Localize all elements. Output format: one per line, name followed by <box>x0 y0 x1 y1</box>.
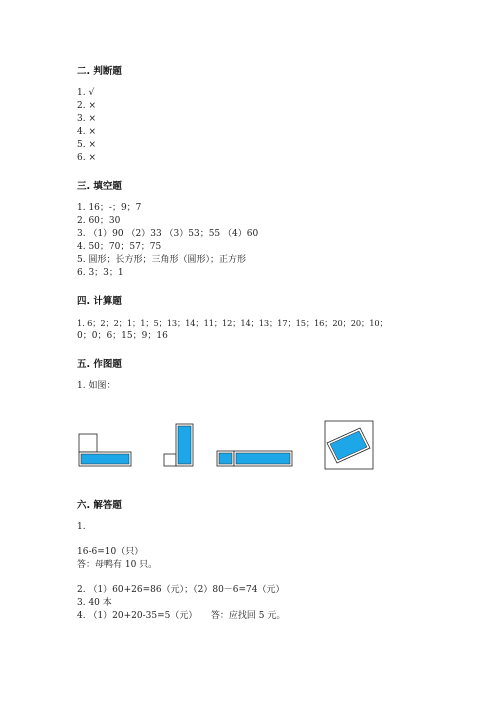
figure-4 <box>325 421 373 469</box>
fill-answer-4: 4. 50；70；57；75 <box>77 242 162 252</box>
fill-answer-2: 2. 60；30 <box>77 216 121 226</box>
judgment-answer-4: 4. × <box>77 127 96 137</box>
figure-1-square <box>79 434 97 452</box>
judgment-answer-6: 6. × <box>77 153 96 163</box>
judgment-answer-1: 1. √ <box>77 88 95 98</box>
figure-3-right-fill <box>236 453 290 464</box>
figure-1-rectangle <box>81 454 129 464</box>
judgment-answer-3: 3. × <box>77 114 96 124</box>
figure-3 <box>217 451 292 466</box>
figure-3-left-fill <box>219 453 232 464</box>
fill-answer-3: 3. （1）90 （2）33 （3）53；55 （4）60 <box>77 229 259 239</box>
calc-answer-line-2: 0；0；6；15；9；16 <box>77 331 168 341</box>
section-title-judgment: 二. 判断题 <box>77 66 122 77</box>
word-problem-1-answer: 答：母鸭有 10 只。 <box>77 560 158 570</box>
judgment-answer-2: 2. × <box>77 101 96 111</box>
drawing-answer-1: 1. 如图： <box>77 381 116 391</box>
section-title-calculation: 四. 计算题 <box>77 296 122 307</box>
fill-answer-5: 5. 圆形；长方形；三角形（圆形）；正方形 <box>77 255 246 265</box>
fill-answer-1: 1. 16；-；9；7 <box>77 203 142 213</box>
drawing-figure <box>70 416 390 476</box>
word-problem-1-number: 1. <box>77 522 86 532</box>
word-problem-3: 3. 40 本 <box>77 598 112 608</box>
figure-2-square <box>164 454 176 466</box>
figure-1 <box>79 434 131 466</box>
calc-answer-line-1: 1. 6；2；2；1；1；5；13；14；11；12；14；13；17；15；16；20；20；10； <box>77 318 388 328</box>
figure-2 <box>164 424 193 466</box>
fill-answer-6: 6. 3；3；1 <box>77 268 124 278</box>
section-title-fill-blank: 三. 填空题 <box>77 181 122 192</box>
word-problem-2: 2. （1）60+26=86（元）；（2）80－6=74（元） <box>77 585 285 595</box>
word-problem-1-equation: 16-6=10（只） <box>77 547 144 557</box>
section-title-drawing: 五. 作图题 <box>77 359 122 370</box>
section-title-word-problems: 六. 解答题 <box>77 500 122 511</box>
word-problem-4: 4. （1）20+20-35=5（元） 答：应找回 5 元。 <box>77 611 286 621</box>
figure-2-rectangle <box>178 426 191 464</box>
judgment-answer-5: 5. × <box>77 140 96 150</box>
